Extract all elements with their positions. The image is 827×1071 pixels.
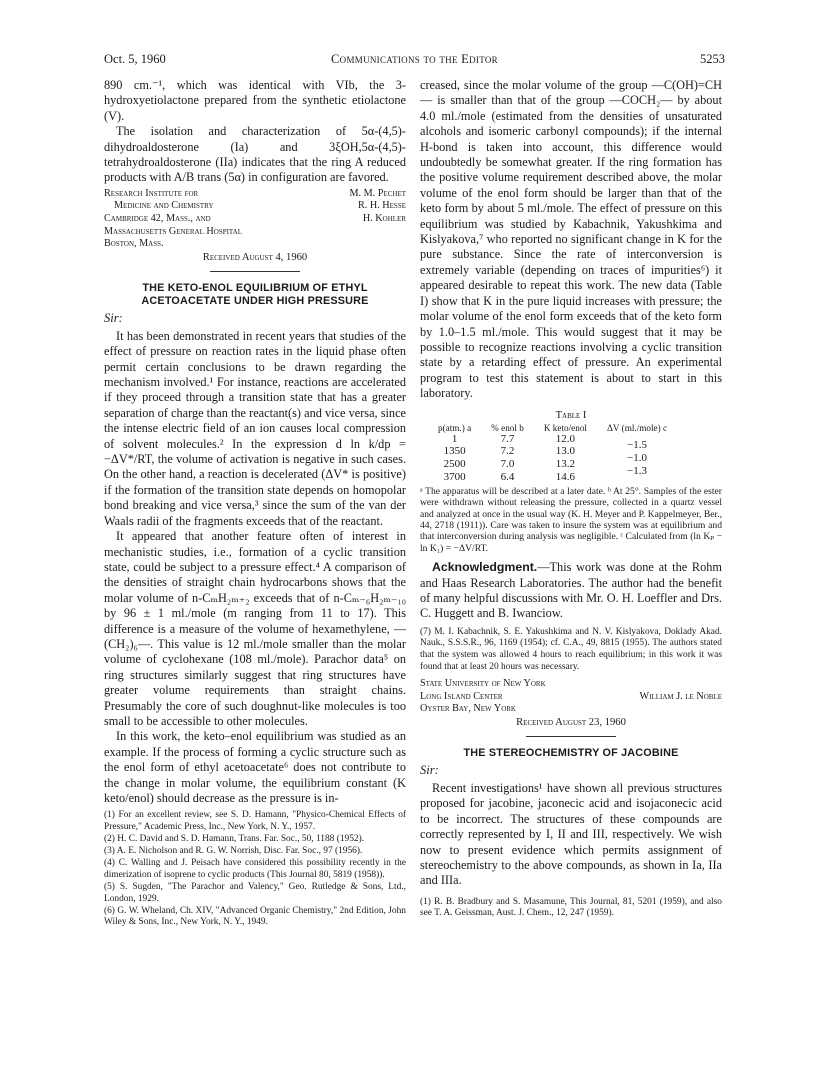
footnote: (5) S. Sugden, "The Parachor and Valency," Geo. Rutledge & Sons, Ltd., London, 1929. xyxy=(104,881,406,904)
footnote: (7) M. I. Kabachnik, S. E. Yakushkima and N. V. Kislyakova, Doklady Akad. Nauk., S.S.S.R., 96, 1169 (1954); cf. C.A., 49, 8815 (1955). The authors stated that the system was allowed 4 hours to reach equilibrium; in this work it was found that at least 20 hours was necessary. xyxy=(420,626,722,672)
acknowledgment-label: Acknowledgment. xyxy=(432,560,538,575)
delta-v-cell xyxy=(597,433,677,484)
table-cell: −1.3 xyxy=(627,464,647,477)
received-date: Received August 23, 1960 xyxy=(516,716,626,728)
acknowledgment xyxy=(420,560,722,622)
paragraph: The isolation and characterization of 5α-(4,5)-dihydroaldosterone (Ia) and 3ξOH,5α-(4,5)-tetrahydroaldosterone (IIa) indicates that the ring A reduced products with A/B trans (5α) in configuration are favored. xyxy=(104,124,406,185)
affiliation-line: Cambridge 42, Mass., and xyxy=(104,213,211,225)
table-header-cell: % enol b xyxy=(491,422,524,433)
paragraph: It has been demonstrated in recent years that studies of the effect of pressure on reaction rates in the liquid phase often permit certain conclusions to be drawn regarding the mechanism involved.¹ For instance, reactions are accelerated if they proceed through a transition state that has a greater separation of charge than the reactant(s) and vice versa, since the intense electric field of an ion causes local compression of solvent molecules.² In the expression d ln k/dp = −ΔV*/RT, the volume of activation is negative in such cases. On the other hand, a reaction is decelerated (ΔV* is positive) if the formation of the transition state depends on homopolar bond breaking and vice versa,³ since the sum of the van der Waals radii of the fragments exceeds that of the reactant. xyxy=(104,328,406,528)
affiliation-line: Massachusetts General Hospital xyxy=(104,225,242,237)
article-title: THE STEREOCHEMISTRY OF JACOBINE xyxy=(463,746,679,759)
footnote: (1) R. B. Bradbury and S. Masamune, This Journal, 81, 5201 (1959), and also see T. A. Geissman, Aust. J. Chem., 12, 247 (1959). xyxy=(420,896,722,919)
author-name: William J. le Noble xyxy=(639,690,722,702)
acknowledgment-text: —This work was done at the Rohm and Haas Research Laboratories. The author had the benefit of many helpful discussions with Mr. O. H. Loeffler and Drs. C. Huggett and B. Iwanciow. xyxy=(420,560,722,621)
footnote: (3) A. E. Nicholson and R. G. W. Norrish, Disc. Far. Soc., 97 (1956). xyxy=(104,846,363,857)
table-cell: 13.0 xyxy=(555,445,576,458)
table-cell: 12.0 xyxy=(555,432,576,445)
table-cell: 14.6 xyxy=(555,470,576,483)
table-cell: 13.2 xyxy=(555,458,576,471)
header-page-number: 5253 xyxy=(700,52,725,66)
table-header-cell: ΔV (ml./mole) c xyxy=(606,422,668,433)
affiliation-line: Boston, Mass. xyxy=(104,238,164,250)
author-name: R. H. Hesse xyxy=(357,200,406,212)
footnotes xyxy=(104,810,406,928)
footnote: (6) G. W. Wheland, Ch. XIV, "Advanced Organic Chemistry," 2nd Edition, John Wiley & Sons, Inc., New York, N. Y., 1949. xyxy=(104,905,406,928)
table-header-row xyxy=(428,423,677,433)
table-cell: 1350 xyxy=(443,445,466,458)
paragraph: It appeared that another feature often of interest in mechanistic studies, i.e., formation of a cyclic transition state, could be subject to a pressure effect.⁴ A comparison of the densities of straight chain hydrocarbons shows that the molar volume of n-CₘH₂ₘ₊₂ exceeds that of n-Cₘ₋₆H₂ₘ₋₁₀ by 96 ± 1 ml./mole (m ranging from 11 to 17). This difference is a measure of the volume of hexamethylene, —(CH₂)₆—. This value is 12 ml./mole smaller than the molar volume of cyclohexane (108 ml./mole). Parachor data⁵ on ring structures similarly suggest that ring structures have greater volume requirements than straight chains. Presumably the core of such doughnut-like molecules is too small to be accessible to other molecules. xyxy=(104,529,406,728)
affiliation-line: State University of New York xyxy=(420,678,546,690)
data-table xyxy=(428,423,677,484)
salutation: Sir: xyxy=(104,310,123,325)
paragraph: In this work, the keto–enol equilibrium was studied as an example. If the process of forming a cyclic structure such as the enol form of ethyl acetoacetate⁶ does not contribute to the change in molar volume, the equilibrium constant (K keto/enol) should decrease as the pressure is in- xyxy=(104,729,406,805)
received-date: Received August 4, 1960 xyxy=(202,251,308,263)
table-cell: 3700 xyxy=(443,470,466,483)
table-caption: Table I xyxy=(555,409,587,421)
article-title: THE KETO-ENOL EQUILIBRIUM OF ETHYL ACETOACETATE UNDER HIGH PRESSURE xyxy=(141,281,369,307)
table-cell: 7.7 xyxy=(500,432,515,445)
table-cell: 2500 xyxy=(443,458,466,471)
table-cell: −1.5 xyxy=(627,438,647,451)
table-row xyxy=(428,433,677,446)
divider xyxy=(210,271,300,272)
table-header-cell: p(atm.) a xyxy=(438,422,472,433)
table-header-cell: K keto/enol xyxy=(543,422,587,433)
affiliation-line: Long Island Center xyxy=(420,690,503,702)
table-cell: 7.2 xyxy=(500,445,515,458)
left-column xyxy=(104,78,406,929)
affiliation-line: Research Institute for xyxy=(104,187,199,199)
paragraph: 890 cm.⁻¹, which was identical with VIb, the 3-hydroxyetiolactone prepared from the synthetic etiolactone (V). xyxy=(104,78,406,123)
author-name: H. Kohler xyxy=(362,213,406,225)
table-cell: 6.4 xyxy=(500,470,515,483)
footnote: (1) For an excellent review, see S. D. Hamann, "Physico-Chemical Effects of Pressure," Academic Press, Inc., New York, N. Y., 1957. xyxy=(104,810,406,832)
author-name: M. M. Pechet xyxy=(349,187,406,199)
affiliation-block xyxy=(104,188,406,251)
table-cell: 7.0 xyxy=(500,458,515,471)
affiliation-block xyxy=(420,678,722,716)
table-cell: −1.0 xyxy=(627,451,647,464)
right-column xyxy=(420,78,722,920)
affiliation-line: Oyster Bay, New York xyxy=(420,703,516,715)
header-date: Oct. 5, 1960 xyxy=(104,52,166,66)
paragraph: Recent investigations¹ have shown all previous structures proposed for jacobine, jaconecic acid and isojaconecic acid to be incorrect. The structures of these compounds are correctly represented by I, II and III, respectively. We wish now to present evidence which permits assignment of stereochemistry to the above compounds, as shown in Ia, IIa and IIIa. xyxy=(420,780,722,888)
divider xyxy=(526,736,616,737)
affiliation-line: Medicine and Chemistry xyxy=(114,200,214,212)
footnote: (2) H. C. David and S. D. Hamann, Trans. Far. Soc., 50, 1188 (1952). xyxy=(104,834,365,845)
footnote: (4) C. Walling and J. Peisach have considered this possibility recently in the dimerization of isoprene to cyclic products (This Journal 80, 5819 (1958)). xyxy=(104,858,406,880)
salutation: Sir: xyxy=(420,762,439,777)
table-footnote: ᵃ The apparatus will be described at a later date. ᵇ At 25°. Samples of the ester were withdrawn without releasing the pressure, collected in a quartz vessel and analyzed at once in the usual way (K. H. Meyer and P. Kappelmeyer, Ber., 44, 2718 (1911)). Care was taken to insure the system was at equilibrium and that interconversion during analysis was negligible. ᶜ Calculated from (ln Kₚ − ln K₁) = −ΔV/RT. xyxy=(420,485,722,554)
table-cell: 1 xyxy=(451,432,458,445)
header-journal: Communications to the Editor xyxy=(331,52,498,66)
paragraph: creased, since the molar volume of the group —C(OH)=CH— is smaller than that of the group —COCH₂— by about 4.0 ml./mole (estimated from the densities of unsaturated alcohols and isomeric carbonyl compounds); if the internal H-bond is taken into account, this difference would undoubtedly be somewhat greater. If the ring formation has the positive volume requirement described above, the molar volume of the enol form should be larger than that of the keto form by about 5 ml./mole. The effect of pressure on this equilibrium was studied by Kabachnik, Yakushkima and Kislyakova,⁷ who reported no significant change in K for the pure substance. Since the rate of interconversion is extremely variable (depending on traces of impurities⁶) it appeared desirable to repeat this work. The new data (Table I) show that K in the pure liquid increases with pressure; the molar volume of the enol form exceeds that of the keto form by 1.0–1.5 ml./mole. This would suggest that it may be possible to recognize reactions involving a cyclic transition state by a retarding effect of pressure. An experimental program to test this statement is about to start in this laboratory. xyxy=(420,78,722,401)
